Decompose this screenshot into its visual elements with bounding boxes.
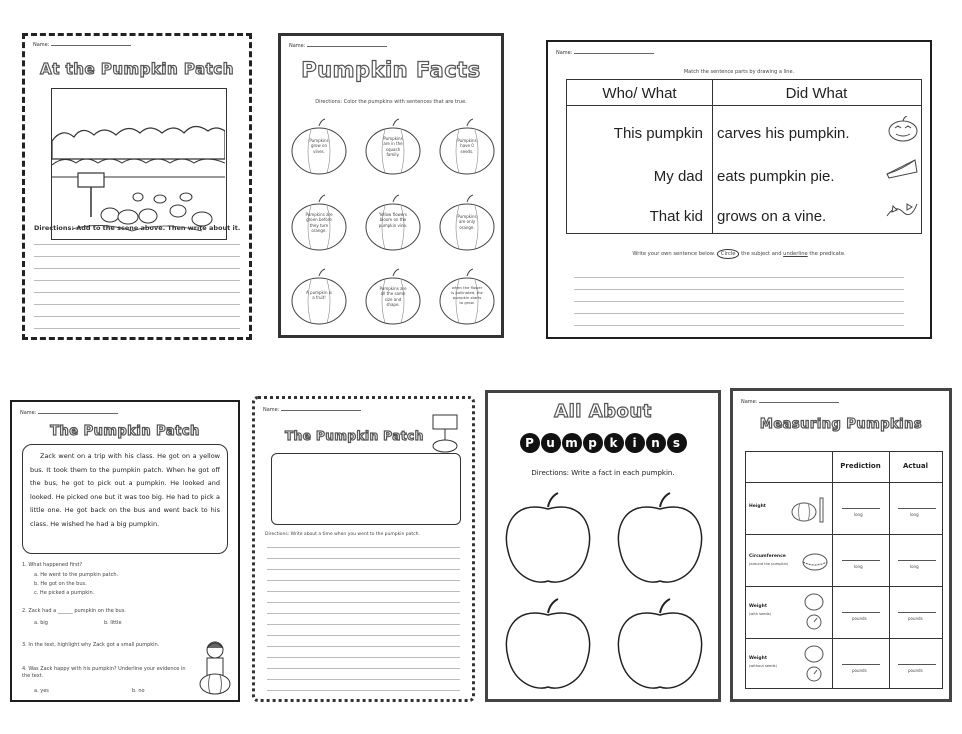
- pumpkin-outline-icon: [614, 595, 706, 695]
- directions-text: Directions: Write about a time when you went to the pumpkin patch.: [265, 532, 420, 537]
- unit-label: long: [910, 512, 919, 517]
- vine-icon: [885, 198, 919, 222]
- pumpkin-fact: Pumpkins have 0 seeds.: [437, 118, 497, 178]
- name-label: Name:: [741, 399, 758, 405]
- bubble-letter: m: [562, 433, 582, 453]
- answer-option: a. He went to the pumpkin patch.: [34, 572, 119, 578]
- row-label: Height: [749, 504, 766, 509]
- name-line: [556, 50, 654, 56]
- pumpkin-with-ruler-icon: [790, 494, 826, 524]
- column-divider: [712, 80, 713, 233]
- unit-label: long: [910, 564, 919, 569]
- question-4: 4. Was Zack happy with his pumpkin? Underline your evidence in the text.: [22, 666, 186, 679]
- name-label: Name:: [20, 410, 37, 416]
- unit-label: long: [854, 512, 863, 517]
- bubble-letter: p: [583, 433, 603, 453]
- worksheet-all-about-pumpkins: [485, 390, 721, 702]
- worksheet-title: The Pumpkin Patch: [50, 424, 200, 439]
- pumpkin-fact: Pumpkins are in the squash family.: [363, 118, 423, 178]
- bubble-letter: P: [520, 433, 540, 453]
- worksheet-title: At the Pumpkin Patch: [40, 60, 234, 78]
- pumpkin-outline-icon: [614, 489, 706, 589]
- bubble-letter: s: [667, 433, 687, 453]
- carved-pumpkin-icon: [887, 116, 919, 142]
- story-box: [22, 444, 228, 554]
- row-sublabel: (without seeds): [749, 664, 777, 668]
- name-line: [263, 407, 361, 413]
- bubble-letter: k: [604, 433, 624, 453]
- directions-text: Directions: Add to the scene above. Then write about it.: [34, 224, 241, 232]
- predicate-item: eats pumpkin pie.: [717, 168, 835, 185]
- answer-option: b. no: [132, 688, 145, 694]
- prediction-header: Prediction: [840, 462, 881, 470]
- pumpkin-patch-scene: [51, 88, 227, 240]
- name-line: [289, 43, 387, 49]
- worksheet-title: All About: [554, 401, 652, 422]
- name-line: [33, 42, 131, 48]
- unit-label: pounds: [908, 616, 923, 621]
- unit-label: pounds: [852, 616, 867, 621]
- predicate-item: grows on a vine.: [717, 208, 827, 225]
- name-label: Name:: [556, 50, 573, 56]
- writing-lines: [574, 267, 904, 331]
- bubble-letter: i: [625, 433, 645, 453]
- boy-with-pumpkin-icon: [198, 638, 232, 696]
- worksheet-title: Pumpkin Facts: [301, 58, 481, 82]
- question-1: 1. What happened first?: [22, 562, 83, 568]
- subject-item: That kid: [649, 208, 703, 225]
- pumpkin-fact: Pumpkins are all the same size and shape.: [363, 268, 423, 328]
- name-label: Name:: [289, 43, 306, 49]
- unit-label: long: [854, 564, 863, 569]
- measurement-table: [745, 451, 943, 689]
- writing-lines: [267, 537, 460, 697]
- drawing-box: [271, 453, 461, 525]
- answer-option: b. little: [104, 620, 122, 626]
- name-label: Name:: [263, 407, 280, 413]
- directions-text: Directions: Write a fact in each pumpkin.: [531, 469, 675, 477]
- col2-header: Did What: [785, 85, 848, 102]
- pumpkin-outline-icon: [502, 489, 594, 589]
- bubble-letter: u: [541, 433, 561, 453]
- col1-header: Who/ What: [602, 85, 677, 102]
- answer-option: a. yes: [34, 688, 49, 694]
- worksheet-measuring-pumpkins: [730, 388, 952, 702]
- pumpkin-fact: when the flower is pollinated, the pumpkin starts to grow.: [437, 268, 497, 328]
- row-label: Weight: [749, 656, 767, 661]
- worksheet-sentence-parts: [546, 40, 932, 339]
- name-label: Name:: [33, 42, 50, 48]
- worksheet-title: The Pumpkin Patch: [285, 429, 424, 443]
- pumpkin-fact: Pumpkins are green before they turn orange.: [289, 194, 349, 254]
- unit-label: pounds: [852, 668, 867, 673]
- pumpkin-patch-sign-icon: [431, 413, 461, 453]
- subject-item: This pumpkin: [613, 125, 703, 142]
- row-sublabel: (around the pumpkin): [749, 562, 789, 566]
- answer-option: a. big: [34, 620, 48, 626]
- pumpkin-with-scale-icon: [802, 642, 826, 684]
- pumpkin-fact: Pumpkins grow on vines.: [289, 118, 349, 178]
- predicate-item: carves his pumpkin.: [717, 125, 850, 142]
- write-instructions: Write your own sentence below. Circle the subject and underline the predicate.: [632, 251, 846, 257]
- answer-option: c. He picked a pumpkin.: [34, 590, 95, 596]
- question-3: 3. In the text, highlight why Zack got a small pumpkin.: [22, 642, 160, 648]
- row-label: Circumference: [749, 554, 786, 559]
- writing-lines: [34, 236, 240, 332]
- question-2: 2. Zack had a ______ pumpkin on the bus.: [22, 608, 126, 614]
- pumpkin-with-tape-icon: [800, 548, 830, 572]
- answer-option: b. He got on the bus.: [34, 581, 87, 587]
- row-sublabel: (with seeds): [749, 612, 772, 616]
- worksheet-reading-pumpkin-patch: [10, 400, 240, 702]
- worksheet-title: Measuring Pumpkins: [759, 417, 923, 432]
- directions-text: Directions: Color the pumpkins with sentences that are true.: [315, 99, 467, 105]
- subject-item: My dad: [653, 168, 703, 185]
- pumpkin-fact: Pumpkins are only orange.: [437, 194, 497, 254]
- bubble-letter: n: [646, 433, 666, 453]
- name-line: [741, 399, 839, 405]
- matching-table: [566, 79, 922, 234]
- worksheet-writing-pumpkin-patch: [252, 396, 475, 702]
- pumpkin-with-scale-icon: [802, 590, 826, 632]
- story-text: Zack went on a trip with his class. He got on a yellow bus. It took them to the pumpkin patch. When he got off the bus, he got to pick out a pumpkin. He looked and looked. He picked one but it was too big. He had to pick a little one. He got back on the bus and went back to his class. He wished he had a big pumpkin.: [30, 452, 220, 528]
- instruction-text: Match the sentence parts by drawing a line.: [683, 69, 795, 75]
- pumpkin-fact: Yellow flowers bloom on the pumpkin vine.: [363, 194, 423, 254]
- unit-label: pounds: [908, 668, 923, 673]
- row-label: Weight: [749, 604, 767, 609]
- worksheet-at-the-pumpkin-patch: [22, 33, 252, 340]
- pumpkin-outline-icon: [502, 595, 594, 695]
- worksheet-pumpkin-facts: [278, 33, 504, 338]
- pumpkin-fact: A pumpkin is a fruit!: [289, 268, 349, 328]
- actual-header: Actual: [902, 462, 929, 470]
- pie-slice-icon: [885, 156, 919, 180]
- name-line: [20, 410, 118, 416]
- title-bubble-letters: [488, 433, 718, 453]
